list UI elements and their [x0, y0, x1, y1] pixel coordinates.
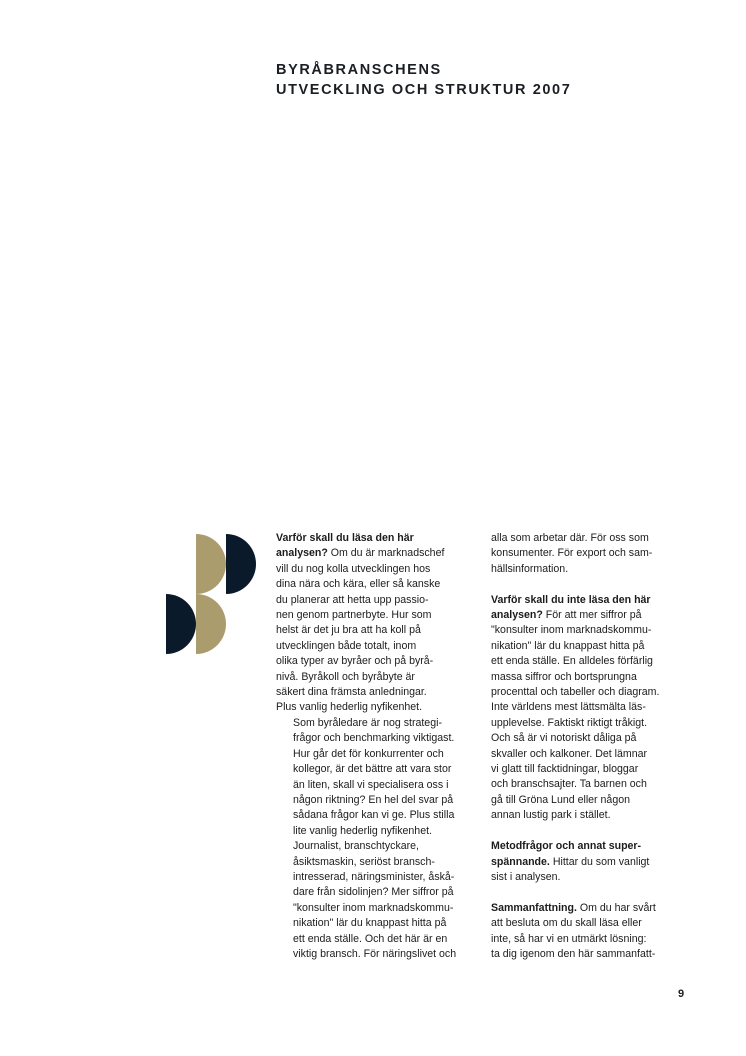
title-line-1: BYRÅBRANSCHENS	[276, 62, 442, 78]
paragraph-agency-leaders: Som byråledare är nog strategi- frågor och benchmarking viktigast. Hur går det för konkurrenter och kollegor, är det bättre att vara stor än liten, skall vi specialisera oss i någon riktning? En hel del svar på sådana frågor kan vi ge. Plus stilla lite vanlig hederlig nyfikenhet.	[293, 716, 455, 837]
paragraph-why-read: Varför skall du läsa den här analysen? Om du är marknadschef vill du nog kolla utvecklingen hos dina nära och kära, eller så kanske du planerar att hetta upp passio- nen genom partnerbyte. Hur som helst är det ju bra att ha koll på utvecklingen både totalt, inom olika typer av byråer och på byrå- nivå. Byråkoll och byråbyte är säkert dina främsta anledningar. Plus vanlig hederlig nyfikenhet.	[276, 531, 472, 716]
logo-shape-gold-bottom	[196, 594, 226, 654]
text-column-1	[276, 531, 472, 962]
page-title	[276, 60, 571, 100]
logo-shape-dark-top	[226, 534, 256, 594]
page-number: 9	[678, 988, 685, 1000]
paragraph-why-not-read: Varför skall du inte läsa den här analysen? För att mer siffror på "konsulter inom marknadskommu- nikation" lär du knappast hitta på ett enda ställe. En alldeles förfärlig massa siffror och bortsprungna procenttal och tabeller och diagram. Inte världens mest lättsmälta läs- upplevelse. Faktiskt riktigt tråkigt. Och så är vi notoriskt dåliga på skvaller och kalkoner. Det lämnar vi glatt till facktidningar, bloggar och branschsajter. Ta barnen och gå till Gröna Lund eller någon annan lustig park i stället.	[491, 593, 687, 824]
logo-shape-gold-top	[196, 534, 226, 594]
paragraph-journalists: Journalist, branschtyckare, åsiktsmaskin, seriöst bransch- intresserad, näringsminister, åskå- dare från sidolinjen? Mer siffror på "konsulter inom marknadskommu- nikation" lär du knappast hitta på ett enda ställe. Och det här är en viktig bransch. För näringslivet och	[293, 840, 457, 960]
paragraph-heading: Varför skall du inte läsa den här analysen?	[491, 593, 651, 622]
paragraph-heading: Varför skall du läsa den här analysen?	[276, 532, 414, 560]
paragraph-continued: alla som arbetar där. För oss som konsumenter. För export och sam- hällsinformation.	[491, 532, 653, 575]
paragraph-method: Metodfrågor och annat super- spännande. Hittar du som vanligt sist i analysen.	[491, 839, 687, 885]
paragraph-heading: Metodfrågor och annat super- spännande.	[491, 840, 642, 868]
logo	[164, 534, 260, 656]
paragraph-heading: Sammanfattning.	[491, 901, 577, 914]
text-column-2	[491, 531, 687, 962]
logo-shape-dark-bottom	[166, 594, 196, 654]
title-line-2: UTVECKLING OCH STRUKTUR 2007	[276, 82, 572, 98]
paragraph-summary: Sammanfattning. Om du har svårt att besluta om du skall läsa eller inte, så har vi en utmärkt lösning: ta dig igenom den här sammanfatt-	[491, 901, 656, 960]
